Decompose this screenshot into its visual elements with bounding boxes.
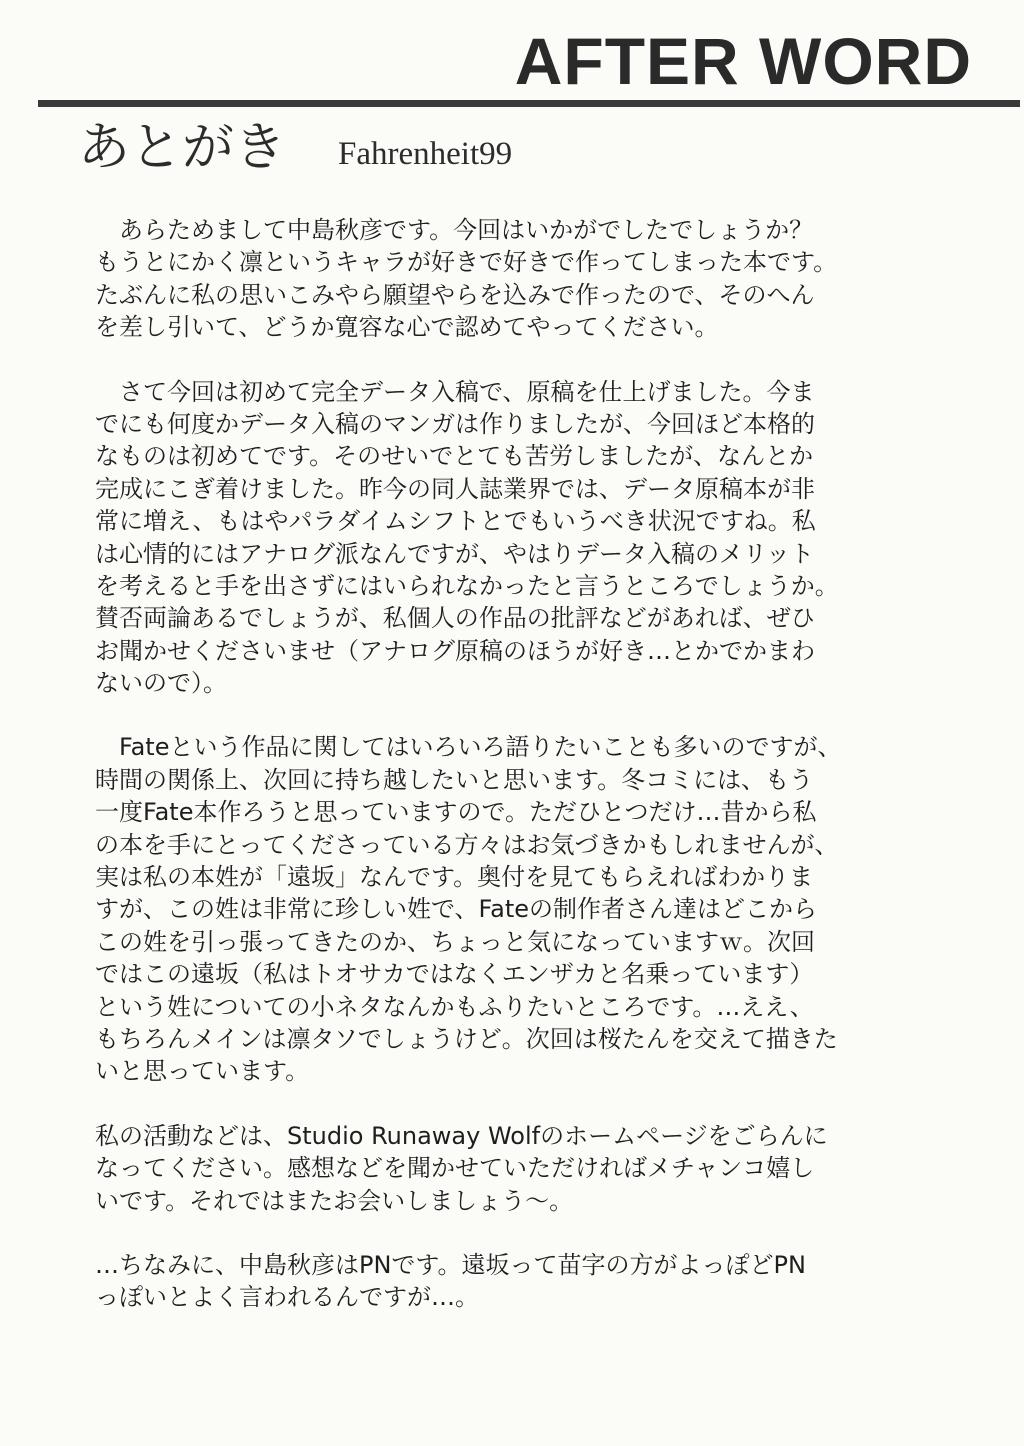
text-line: 時間の関係上、次回に持ち越したいと思います。冬コミには、もう: [95, 765, 814, 794]
text-line: 完成にこぎ着けました。昨今の同人誌業界では、データ原稿本が非: [95, 474, 815, 503]
text-line: なってください。感想などを聞かせていただければメチャンコ嬉し: [95, 1154, 815, 1183]
text-line: なものは初めてです。そのせいでとても苦労しましたが、なんとか: [95, 442, 814, 471]
paragraph: [95, 1249, 975, 1314]
page-title: AFTER WORD: [514, 24, 972, 98]
text-line: という姓についての小ネタなんかもふりたいところです。…ええ、: [95, 992, 814, 1021]
text-line: の本を手にとってくださっている方々はお気づきかもしれませんが、: [95, 830, 839, 859]
text-line: でにも何度かデータ入稿のマンガは作りましたが、今回ほど本格的: [95, 409, 815, 438]
text-line: ないので）。: [95, 669, 227, 698]
text-line: お聞かせくださいませ（アナログ原稿のほうが好き…とかでかまわ: [95, 636, 815, 665]
text-line: 賛否両論あるでしょうが、私個人の作品の批評などがあれば、ぜひ: [95, 604, 815, 633]
text-line: 一度Fate本作ろうと思っていますので。ただひとつだけ…昔から私: [95, 798, 817, 827]
text-line: もちろんメインは凛タソでしょうけど。次回は桜たんを交えて描きた: [95, 1024, 838, 1053]
section-title: あとがき: [78, 118, 287, 178]
text-line: を差し引いて、どうか寛容な心で認めてやってください。: [95, 313, 719, 342]
paragraph: [95, 731, 975, 1087]
text-line: いです。それではまたお会いしましょう～。: [95, 1186, 574, 1215]
text-line: あらためまして中島秋彦です。今回はいかがでしたでしょうか？: [95, 216, 814, 244]
text-line: っぽいとよく言われるんですが…。: [95, 1283, 479, 1312]
text-line: は心情的にはアナログ派なんですが、やはりデータ入稿のメリット: [95, 539, 815, 568]
afterword-body: [95, 214, 975, 1346]
text-line: この姓を引っ張ってきたのか、ちょっと気になっていますｗ。次回: [95, 927, 815, 956]
text-line: ではこの遠坂（私はトオサカではなくエンザカと名乗っています）: [95, 960, 814, 989]
paragraph: [95, 214, 975, 344]
text-line: を考えると手を出さずにはいられなかったと言うところでしょうか。: [95, 571, 839, 600]
text-line: …ちなみに、中島秋彦はPNです。遠坂って苗字の方がよっぽどPN: [95, 1250, 806, 1279]
paragraph: [95, 1120, 975, 1217]
header-divider: [38, 100, 1020, 107]
text-line: もうとにかく凛というキャラが好きで好きで作ってしまった本です。: [95, 248, 838, 277]
text-line: たぶんに私の思いこみやら願望やらを込みで作ったので、そのへん: [95, 280, 815, 309]
author-name: Fahrenheit99: [338, 136, 513, 172]
text-line: 常に増え、もはやパラダイムシフトとでもいうべき状況ですね。私: [95, 507, 816, 536]
text-line: 私の活動などは、Studio Runaway Wolfのホームページをごらんに: [95, 1121, 828, 1150]
text-line: いと思っています。: [95, 1057, 310, 1086]
text-line: Fateという作品に関してはいろいろ語りたいことも多いのですが、: [95, 733, 842, 762]
paragraph: [95, 376, 975, 700]
text-line: 実は私の本姓が「遠坂」なんです。奥付を見てもらえればわかりま: [95, 863, 814, 892]
text-line: さて今回は初めて完全データ入稿で、原稿を仕上げました。今ま: [95, 377, 815, 406]
text-line: すが、この姓は非常に珍しい姓で、Fateの制作者さん達はどこから: [95, 895, 818, 924]
